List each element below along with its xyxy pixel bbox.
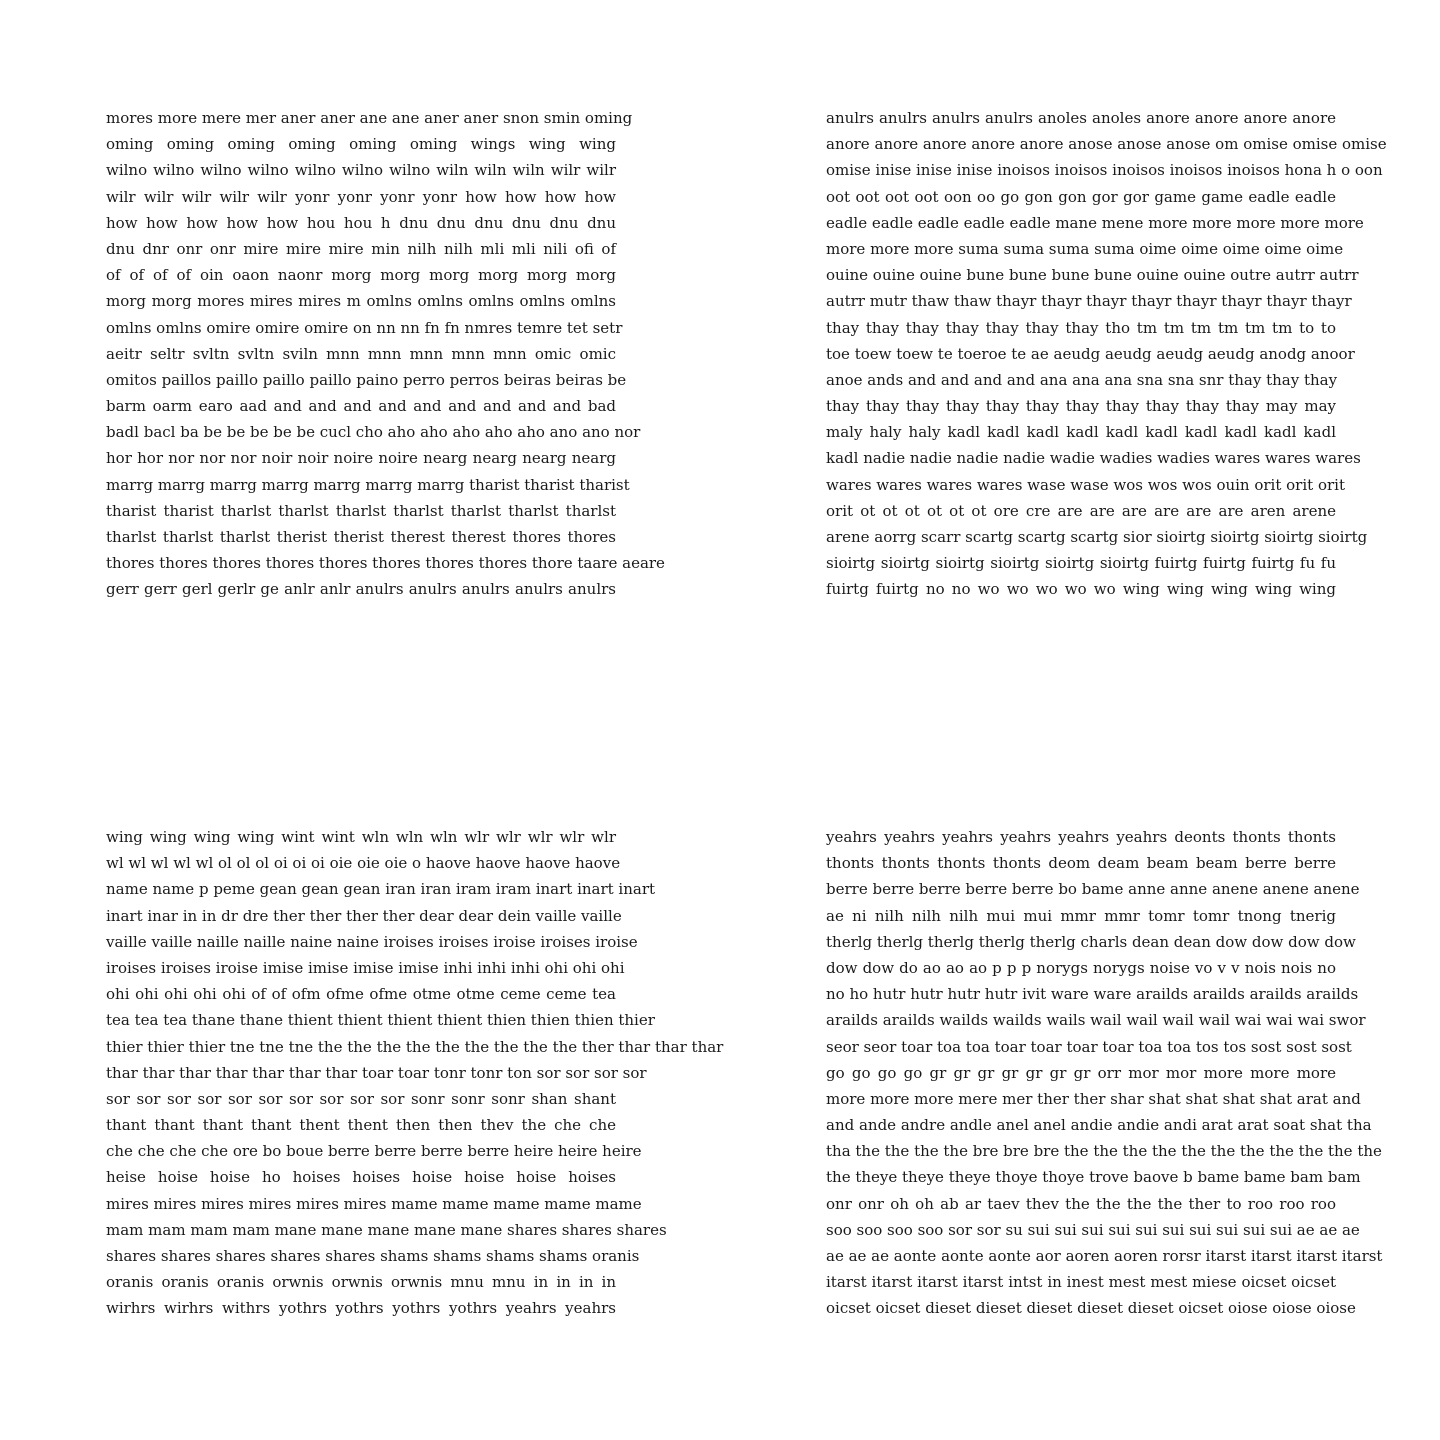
- text-line: soo soo soo soo sor sor su sui sui sui sui sui sui sui sui sui sui ae ae ae: [826, 1220, 1360, 1239]
- text-line: tea tea tea thane thane thient thient thient thient thien thien thien thier: [106, 1011, 655, 1030]
- text-line: badl bacl ba be be be be be cucl cho aho aho aho aho aho ano ano nor: [106, 423, 641, 442]
- text-line: oranis oranis oranis orwnis orwnis orwnis mnu mnu in in in in: [106, 1273, 616, 1292]
- text-line: wirhrs wirhrs withrs yothrs yothrs yothrs yothrs yeahrs yeahrs: [106, 1299, 616, 1318]
- text-line: tharlst tharlst tharlst therist therist therest therest thores thores: [106, 528, 616, 546]
- text-line: iroises iroises iroise imise imise imise imise inhi inhi inhi ohi ohi ohi: [106, 958, 625, 977]
- text-line: wing wing wing wing wint wint wln wln wln wlr wlr wlr wlr wlr: [106, 828, 616, 846]
- text-line: of of of of oin oaon naonr morg morg morg morg morg morg: [106, 266, 616, 285]
- text-line: oming oming oming oming oming oming wings wing wing: [106, 135, 616, 154]
- text-line: berre berre berre berre berre bo bame anne anne anene anene anene: [826, 880, 1360, 899]
- text-line: vaille vaille naille naille naine naine iroises iroises iroise iroises iroise: [106, 932, 638, 951]
- text-line: marrg marrg marrg marrg marrg marrg marrg tharist tharist tharist: [106, 475, 630, 494]
- text-line: toe toew toew te toeroe te ae aeudg aeudg aeudg aeudg anodg anoor: [826, 344, 1355, 363]
- text-line: name name p peme gean gean gean iran iran iram iram inart inart inart: [106, 880, 656, 899]
- text-line: barm oarm earo aad and and and and and and and and and bad: [106, 397, 616, 416]
- text-line: sioirtg sioirtg sioirtg sioirtg sioirtg sioirtg fuirtg fuirtg fuirtg fu fu: [826, 554, 1336, 573]
- text-line: go go go go gr gr gr gr gr gr gr orr mor mor more more more: [826, 1063, 1336, 1082]
- text-line: yeahrs yeahrs yeahrs yeahrs yeahrs yeahrs deonts thonts thonts: [826, 828, 1336, 846]
- text-line: dnu dnr onr onr mire mire mire min nilh nilh mli mli nili ofi of: [106, 239, 616, 258]
- text-line: ae ni nilh nilh nilh mui mui mmr mmr tomr tomr tnong tnerig: [826, 906, 1336, 925]
- text-line: thar thar thar thar thar thar thar toar toar tonr tonr ton sor sor sor sor: [106, 1063, 647, 1082]
- text-line: thay thay thay thay thay thay thay thay thay thay thay may may: [826, 397, 1336, 416]
- text-line: mam mam mam mam mane mane mane mane mane shares shares shares: [106, 1220, 667, 1239]
- text-line: arene aorrg scarr scartg scartg scartg sior sioirtg sioirtg sioirtg sioirtg: [826, 528, 1368, 546]
- text-block-top-left: [106, 108, 665, 606]
- text-line: ohi ohi ohi ohi ohi of of ofm ofme ofme otme otme ceme ceme tea: [106, 985, 616, 1004]
- text-line: wl wl wl wl wl ol ol ol oi oi oi oie oie oie o haove haove haove haove: [106, 854, 621, 873]
- text-line: anoe ands and and and and ana ana ana sna sna snr thay thay thay: [826, 370, 1338, 389]
- text-block-top-right: [826, 108, 1387, 606]
- text-line: anulrs anulrs anulrs anulrs anoles anoles anore anore anore anore: [826, 109, 1336, 127]
- text-line: mores more mere mer aner aner ane ane aner aner snon smin oming: [106, 109, 633, 127]
- text-line: oicset oicset dieset dieset dieset dieset dieset oicset oiose oiose oiose: [826, 1299, 1356, 1318]
- text-line: ouine ouine ouine bune bune bune bune ouine ouine outre autrr autrr: [826, 266, 1359, 285]
- text-line: eadle eadle eadle eadle eadle mane mene more more more more more: [826, 213, 1364, 232]
- text-line: onr onr oh oh ab ar taev thev the the the the ther to roo roo roo: [826, 1194, 1336, 1213]
- text-line: wilno wilno wilno wilno wilno wilno wilno wiln wiln wiln wilr wilr: [106, 161, 616, 180]
- text-line: wilr wilr wilr wilr wilr yonr yonr yonr yonr how how how how: [106, 187, 616, 206]
- text-line: ae ae ae aonte aonte aonte aor aoren aoren rorsr itarst itarst itarst itarst: [826, 1247, 1383, 1265]
- text-line: tharist tharist tharlst tharlst tharlst tharlst tharlst tharlst tharlst: [106, 501, 616, 520]
- text-line: itarst itarst itarst itarst intst in inest mest mest miese oicset oicset: [826, 1273, 1336, 1292]
- text-line: aeitr seltr svltn svltn sviln mnn mnn mnn mnn mnn omic omic: [106, 344, 616, 363]
- text-line: autrr mutr thaw thaw thayr thayr thayr thayr thayr thayr thayr thayr: [826, 292, 1352, 311]
- text-line: kadl nadie nadie nadie nadie wadie wadies wadies wares wares wares: [826, 449, 1361, 468]
- text-line: and ande andre andle anel anel andie andie andi arat arat soat shat tha: [826, 1116, 1372, 1135]
- text-line: thonts thonts thonts thonts deom deam beam beam berre berre: [826, 854, 1336, 873]
- text-line: hor hor nor nor nor noir noir noire noire nearg nearg nearg nearg: [106, 449, 616, 468]
- text-line: thant thant thant thant thent thent then then thev the che che: [106, 1116, 616, 1135]
- text-line: therlg therlg therlg therlg therlg charls dean dean dow dow dow dow: [826, 932, 1356, 951]
- text-line: more more more mere mer ther ther shar shat shat shat shat arat and: [826, 1089, 1361, 1108]
- text-line: anore anore anore anore anore anose anose anose om omise omise omise: [826, 135, 1387, 154]
- text-block-bottom-right: [826, 827, 1383, 1325]
- text-line: more more more suma suma suma suma oime oime oime oime oime: [826, 239, 1344, 258]
- text-line: the theye theye theye thoye thoye trove baove b bame bame bam bam: [826, 1168, 1361, 1187]
- text-line: sor sor sor sor sor sor sor sor sor sor sonr sonr sonr shan shant: [106, 1089, 616, 1108]
- text-line: no ho hutr hutr hutr hutr ivit ware ware arailds arailds arailds arailds: [826, 985, 1359, 1004]
- text-line: dow dow do ao ao ao p p p norygs norygs noise vo v v nois nois no: [826, 958, 1336, 977]
- text-line: che che che che ore bo boue berre berre berre berre heire heire heire: [106, 1142, 642, 1161]
- text-line: morg morg mores mires mires m omlns omlns omlns omlns omlns: [106, 292, 616, 311]
- text-line: wares wares wares wares wase wase wos wos wos ouin orit orit orit: [826, 475, 1345, 494]
- text-line: fuirtg fuirtg no no wo wo wo wo wo wing wing wing wing wing: [826, 580, 1336, 599]
- text-line: omise inise inise inise inoisos inoisos inoisos inoisos inoisos hona h o oon: [826, 161, 1383, 180]
- text-line: arailds arailds wailds wailds wails wail wail wail wail wai wai wai swor: [826, 1011, 1366, 1030]
- text-line: gerr gerr gerl gerlr ge anlr anlr anulrs anulrs anulrs anulrs anulrs: [106, 580, 616, 599]
- text-line: how how how how how hou hou h dnu dnu dnu dnu dnu dnu: [106, 213, 616, 232]
- text-block-bottom-left: [106, 827, 724, 1325]
- text-line: mires mires mires mires mires mires mame mame mame mame mame: [106, 1194, 642, 1213]
- text-line: seor seor toar toa toa toar toar toar toar toa toa tos tos sost sost sost: [826, 1037, 1352, 1056]
- text-line: omitos paillos paillo paillo paillo paino perro perros beiras beiras be: [106, 370, 627, 389]
- text-line: heise hoise hoise ho hoises hoises hoise hoise hoise hoises: [106, 1168, 616, 1187]
- text-line: omlns omlns omire omire omire on nn nn fn fn nmres temre tet setr: [106, 318, 623, 337]
- text-line: shares shares shares shares shares shams shams shams shams oranis: [106, 1247, 640, 1265]
- text-line: thier thier thier tne tne tne the the the the the the the the the ther thar thar thar: [106, 1037, 724, 1056]
- text-line: oot oot oot oot oon oo go gon gon gor gor game game eadle eadle: [826, 187, 1336, 206]
- text-line: thores thores thores thores thores thores thores thores thore taare aeare: [106, 554, 665, 573]
- text-line: inart inar in in dr dre ther ther ther ther dear dear dein vaille vaille: [106, 906, 622, 925]
- text-line: maly haly haly kadl kadl kadl kadl kadl kadl kadl kadl kadl kadl: [826, 423, 1336, 442]
- text-line: thay thay thay thay thay thay thay tho tm tm tm tm tm tm to to: [826, 318, 1336, 337]
- text-line: tha the the the the bre bre bre the the the the the the the the the the the: [826, 1142, 1382, 1161]
- text-line: orit ot ot ot ot ot ot ore cre are are are are are are aren arene: [826, 501, 1336, 520]
